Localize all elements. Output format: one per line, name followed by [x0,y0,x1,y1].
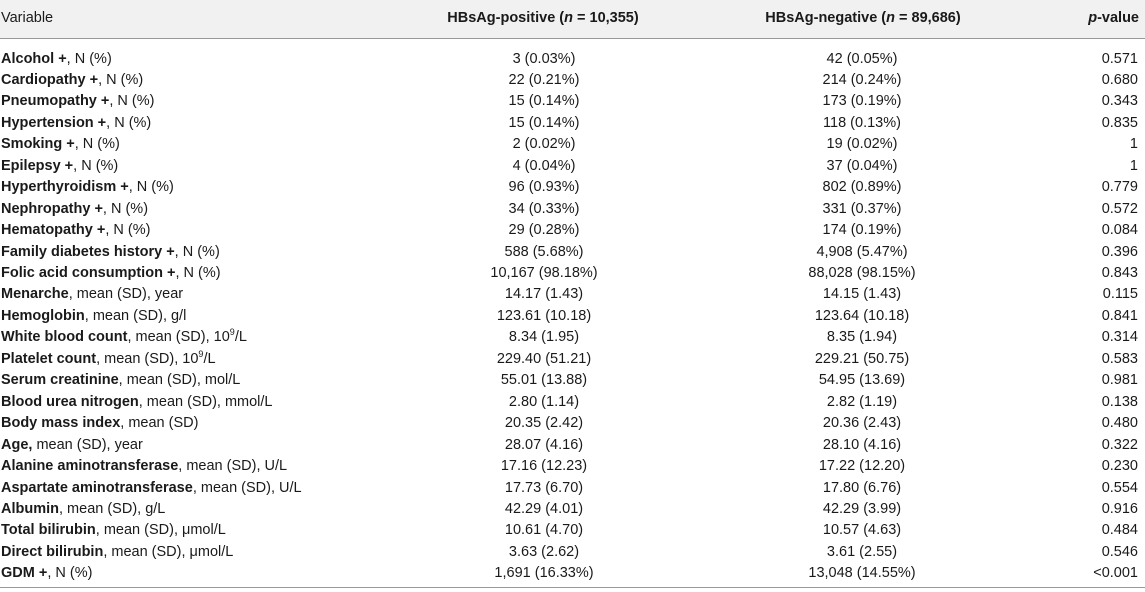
p-value-cell: 0.916 [1101,500,1138,517]
p-value-cell: 1 [1129,136,1138,153]
hbsag-positive-cell: 4 (0.04%) [512,157,576,174]
variable-cell [1,520,226,541]
variable-name: Body mass index [1,415,121,432]
hbsag-negative-cell: 229.21 (50.75) [814,350,910,367]
variable-cell [1,435,143,456]
variable-cell [1,327,247,348]
unit-exponent: 9 [198,348,204,359]
table-row [0,263,1145,284]
variable-unit-suffix: /L [203,350,216,367]
p-value-cell: 0.480 [1101,415,1138,432]
p-value-cell: <0.001 [1093,565,1138,582]
variable-cell [1,91,154,112]
variable-name: Nephropathy + [1,200,103,217]
table-row [0,349,1145,370]
header-variable: Variable [1,10,54,26]
hbsag-negative-cell: 118 (0.13%) [823,114,901,131]
variable-unit: , mean (SD), 10 [96,350,199,367]
variable-unit: , N (%) [175,265,221,281]
variable-cell [1,134,120,155]
variable-unit: , N (%) [102,200,149,217]
table-row [0,563,1145,584]
p-value-cell: 0.322 [1101,436,1138,453]
variable-unit: , mean (SD), 10 [127,329,230,346]
unit-exponent: 9 [229,327,235,338]
variable-name: Aspartate aminotransferase [1,479,193,496]
header-p-rest: -value [1097,10,1139,26]
variable-name: Direct bilirubin [1,543,104,560]
hbsag-negative-cell: 54.95 (13.69) [818,372,906,389]
p-value-cell: 0.843 [1101,265,1138,281]
variable-name: Cardiopathy + [1,71,99,88]
variable-unit: , mean (SD), mmol/L [138,393,273,410]
hbsag-negative-cell: 17.22 (12.20) [818,458,906,475]
hbsag-positive-cell: 2 (0.02%) [512,136,576,153]
table-row [0,478,1145,499]
variable-cell [1,306,186,327]
hbsag-positive-cell: 28.07 (4.16) [504,436,584,453]
hbsag-negative-cell: 10.57 (4.63) [822,522,902,539]
hbsag-negative-cell: 42 (0.05%) [826,50,898,67]
table-row [0,242,1145,263]
table-row [0,284,1145,305]
variable-name: Total bilirubin [1,522,96,539]
hbsag-positive-cell: 34 (0.33%) [508,200,580,217]
variable-name: GDM + [1,565,48,582]
variable-cell [1,499,165,520]
variable-name: Family diabetes history + [1,243,175,260]
p-value-cell: 0.115 [1102,286,1138,303]
p-value-cell: 0.554 [1101,479,1138,496]
table-header [0,0,1145,39]
header-neg-count: = 89,686) [895,10,961,26]
p-value-cell: 0.084 [1101,222,1138,239]
p-value-cell: 0.484 [1101,522,1138,539]
header-p-value [1088,10,1139,26]
variable-cell [1,284,183,305]
hbsag-positive-cell: 15 (0.14%) [508,114,580,131]
hbsag-positive-cell: 229.40 (51.21) [496,350,592,367]
hbsag-negative-cell: 802 (0.89%) [822,179,902,196]
hbsag-positive-cell: 15 (0.14%) [508,93,580,110]
variable-cell [1,242,220,263]
p-value-cell: 0.314 [1101,329,1138,346]
table-row [0,177,1145,198]
hbsag-negative-cell: 37 (0.04%) [826,157,898,174]
variable-cell [1,156,118,177]
variable-name: Platelet count [1,350,97,367]
p-value-cell: 0.230 [1101,458,1138,475]
variable-name: White blood count [1,329,128,346]
variable-unit: , N (%) [174,243,220,260]
variable-name: Albumin [1,500,59,517]
header-hbsag-negative [752,10,974,26]
variable-name: Hematopathy + [1,222,106,239]
hbsag-positive-cell: 29 (0.28%) [508,222,580,239]
hbsag-positive-cell: 1,691 (16.33%) [494,565,594,582]
hbsag-negative-cell: 2.82 (1.19) [826,393,898,410]
table-row [0,542,1145,563]
variable-name: Hyperthyroidism + [1,179,129,196]
hbsag-positive-cell: 17.16 (12.23) [500,458,588,475]
p-value-cell: 0.396 [1101,243,1138,260]
hbsag-negative-cell: 174 (0.19%) [822,222,902,239]
p-value-cell: 0.779 [1101,179,1138,196]
variable-unit: , mean (SD), μmol/L [103,543,234,560]
hbsag-negative-cell: 14.15 (1.43) [822,286,902,303]
variable-unit: , mean (SD), year [68,286,184,303]
variable-cell [1,177,174,198]
variable-unit: , mean (SD), U/L [178,458,288,475]
variable-unit: , N (%) [73,157,119,174]
variable-cell [1,370,240,391]
variable-cell [1,70,143,91]
variable-cell [1,199,148,220]
hbsag-positive-cell: 10.61 (4.70) [504,522,584,539]
hbsag-positive-cell: 22 (0.21%) [508,71,580,88]
variable-cell [1,113,151,134]
variable-unit: , N (%) [106,114,152,131]
hbsag-positive-cell: 2.80 (1.14) [508,393,580,410]
variable-unit: , N (%) [105,222,151,239]
hbsag-negative-cell: 3.61 (2.55) [826,543,898,560]
variable-cell [1,478,302,499]
table-row [0,370,1145,391]
variable-name: Alcohol + [1,50,67,67]
p-value-cell: 0.343 [1101,93,1138,110]
p-value-cell: 0.841 [1101,307,1138,324]
hbsag-positive-cell: 123.61 (10.18) [496,307,592,324]
hbsag-negative-cell: 123.64 (10.18) [814,307,910,324]
hbsag-positive-cell: 55.01 (13.88) [500,372,588,389]
table-bottom-rule [0,587,1145,588]
variable-unit: , mean (SD), U/L [192,479,302,496]
hbsag-positive-cell: 3 (0.03%) [512,50,576,67]
variable-unit: , N (%) [47,565,93,582]
variable-cell [1,563,92,584]
hbsag-positive-cell: 20.35 (2.42) [504,415,584,432]
p-value-cell: 0.572 [1101,200,1138,217]
variable-unit: , N (%) [74,136,120,153]
header-neg-label: HBsAg-negative ( [765,10,887,26]
hbsag-negative-cell: 88,028 (98.15%) [808,265,916,281]
hbsag-negative-cell: 28.10 (4.16) [822,436,902,453]
variable-unit: , N (%) [66,50,112,67]
hbsag-positive-cell: 10,167 (98.18%) [490,265,598,281]
hbsag-negative-cell: 8.35 (1.94) [826,329,898,346]
hbsag-negative-cell: 42.29 (3.99) [822,500,902,517]
hbsag-positive-cell: 588 (5.68%) [504,243,584,260]
variable-name: Pneumopathy + [1,93,110,110]
variable-cell [1,456,287,477]
hbsag-negative-cell: 17.80 (6.76) [822,479,902,496]
p-value-cell: 0.835 [1101,114,1138,131]
variable-unit: , mean (SD), μmol/L [95,522,226,539]
table-row [0,91,1145,112]
variable-cell [1,349,216,370]
variable-name: Blood urea nitrogen [1,393,139,410]
table-row [0,156,1145,177]
hbsag-positive-cell: 17.73 (6.70) [504,479,584,496]
table-row [0,499,1145,520]
variable-unit: , N (%) [128,179,174,196]
table-row [0,220,1145,241]
header-pos-label: HBsAg-positive ( [447,10,565,26]
table-row [0,199,1145,220]
variable-name: Hemoglobin [1,307,85,324]
p-value-cell: 0.138 [1101,393,1138,410]
p-value-cell: 0.680 [1101,71,1138,88]
header-pos-count: = 10,355) [572,10,639,26]
hbsag-positive-cell: 14.17 (1.43) [504,286,584,303]
variable-cell [1,263,221,284]
p-value-cell: 1 [1129,157,1138,174]
p-value-cell: 0.981 [1101,372,1138,389]
table-row [0,306,1145,327]
variable-unit: , N (%) [98,71,144,88]
variable-unit: mean (SD), year [32,436,143,453]
variable-cell [1,542,233,563]
table-row [0,413,1145,434]
p-value-cell: 0.583 [1101,350,1138,367]
variable-unit: , N (%) [109,93,155,110]
hbsag-negative-cell: 173 (0.19%) [822,93,902,110]
variable-name: Epilepsy + [1,157,74,174]
variable-cell [1,220,150,241]
variable-cell [1,392,273,413]
table-row [0,327,1145,348]
hbsag-negative-cell: 331 (0.37%) [822,200,902,217]
variable-cell [1,413,198,434]
p-value-cell: 0.546 [1101,543,1138,560]
variable-cell [1,49,112,70]
variable-unit-suffix: /L [234,329,247,346]
hbsag-positive-cell: 42.29 (4.01) [504,500,584,517]
variable-unit: , mean (SD), mol/L [118,372,241,389]
variable-name: Smoking + [1,136,75,153]
table-row [0,70,1145,91]
variable-name: Serum creatinine [1,372,119,389]
hbsag-negative-cell: 214 (0.24%) [822,71,902,88]
variable-unit: , mean (SD), g/l [84,307,187,324]
hbsag-negative-cell: 20.36 (2.43) [822,415,902,432]
table-row [0,134,1145,155]
header-p-italic: p [1088,10,1098,26]
table-row [0,392,1145,413]
hbsag-negative-cell: 4,908 (5.47%) [816,243,908,260]
header-neg-n: n [886,10,895,26]
p-value-cell: 0.571 [1101,50,1138,67]
variable-name: Age, [1,436,33,453]
table-row [0,49,1145,70]
variable-unit: , mean (SD), g/L [59,500,166,517]
hbsag-negative-cell: 19 (0.02%) [826,136,898,153]
hbsag-positive-cell: 3.63 (2.62) [508,543,580,560]
variable-name: Folic acid consumption + [1,265,176,281]
table-row [0,520,1145,541]
variable-unit: , mean (SD) [120,415,199,432]
hbsag-positive-cell: 96 (0.93%) [508,179,580,196]
variable-name: Alanine aminotransferase [1,458,179,475]
hbsag-positive-cell: 8.34 (1.95) [508,329,580,346]
table-row [0,113,1145,134]
table-row [0,456,1145,477]
variable-name: Menarche [1,286,69,303]
header-hbsag-positive [438,10,648,26]
hbsag-negative-cell: 13,048 (14.55%) [808,565,916,582]
variable-name: Hypertension + [1,114,107,131]
table-row [0,435,1145,456]
header-pos-n: n [564,10,573,26]
